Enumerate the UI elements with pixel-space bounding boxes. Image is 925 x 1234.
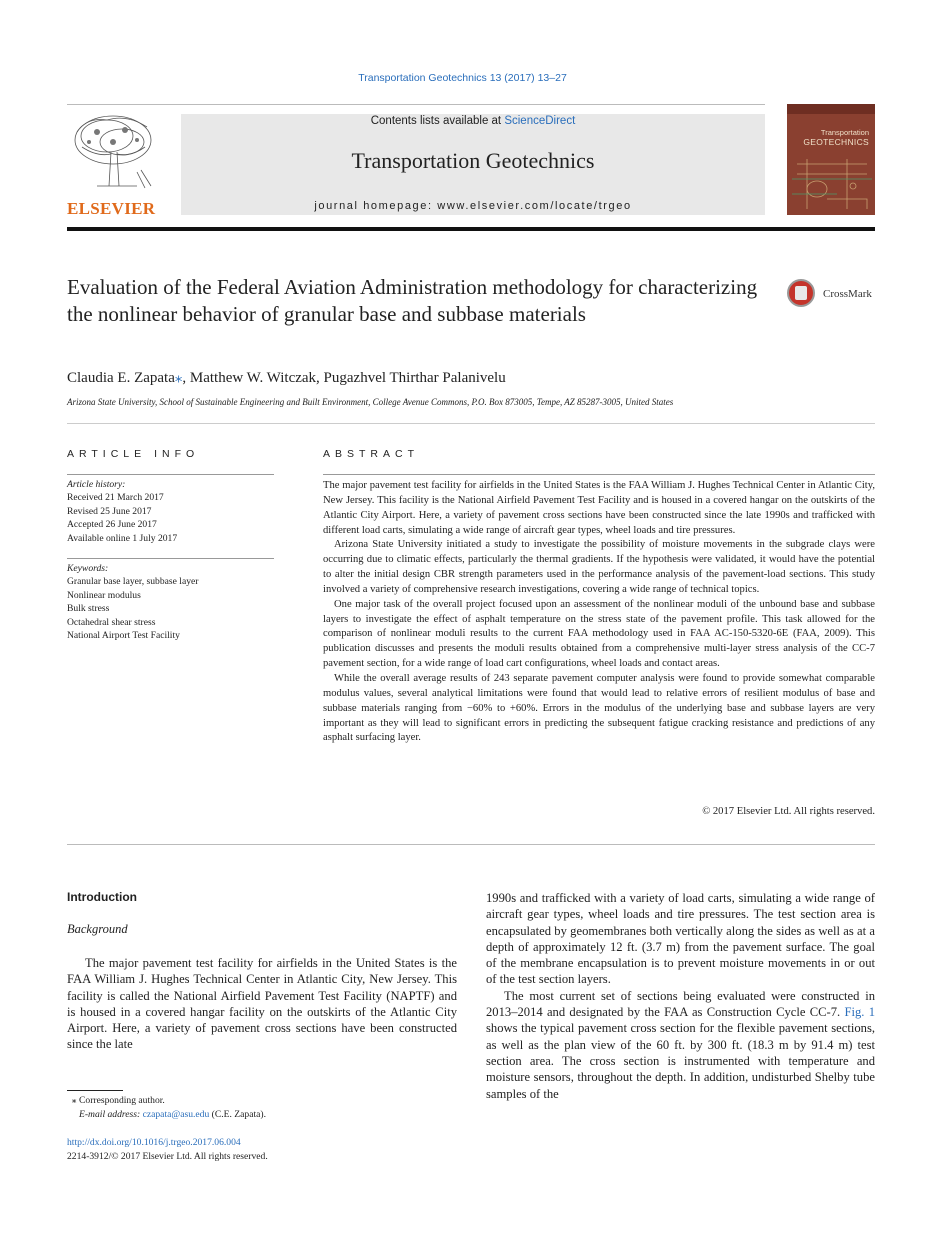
body-paragraph: The major pavement test facility for airfields in the United States is the FAA William J. Hughes Technical Center in Atlantic City, New Jersey. This facility is called the National Airfield Pavement Test Facility (NAPTF) and is housed in a covered hangar facility on the outskirts of the Atlantic City Airport. Here, a variety of pavement cross sections have been constructed since the late xyxy=(67,956,457,1052)
email-link[interactable]: czapata@asu.edu xyxy=(142,1109,210,1120)
abstract-copyright: © 2017 Elsevier Ltd. All rights reserved. xyxy=(702,806,875,817)
journal-cover-image[interactable] xyxy=(787,104,875,215)
email-note xyxy=(67,1108,266,1122)
elsevier-logo[interactable] xyxy=(67,112,162,216)
keyword: Octahedral shear stress xyxy=(67,616,156,628)
crossmark-label: CrossMark xyxy=(823,288,872,300)
journal-homepage[interactable]: journal homepage: www.elsevier.com/locate/trgeo xyxy=(314,200,632,212)
header-divider xyxy=(67,104,765,105)
body-column-right xyxy=(486,890,875,1102)
doi-link[interactable]: http://dx.doi.org/10.1016/j.trgeo.2017.06.004 xyxy=(67,1137,241,1148)
history-item: Revised 25 June 2017 xyxy=(67,505,152,517)
sciencedirect-link[interactable]: ScienceDirect xyxy=(504,115,576,127)
keyword: National Airport Test Facility xyxy=(67,630,180,642)
body-paragraph xyxy=(486,988,875,1102)
abstract-paragraph: The major pavement test facility for airfields in the United States is the FAA William J. Hughes Technical Center in Atlantic City, New Jersey. This facility is the National Airfield Pavement Test Facility and is housed in a covered hangar on the outskirts of the Atlantic City Airport. Here, a variety of pavement cross sections have been constructed since the late 1990s and trafficked with different load carts, simulating a wide range of aircraft gear types, wheel loads and tire pressures. xyxy=(323,480,875,536)
section-divider xyxy=(67,423,875,424)
abstract-paragraph: Arizona State University initiated a study to investigate the possibility of moisture movements in the subgrade clays were occurring due to climatic effects, particularly the thermal gradients. If the hypothesis were validated, it would have the potential to alter the initial design CBR strength parameters used in the performance analysis of the pavement-load sections. This study involved a variety of comprehensive research investigations, covering a wide range of technical topics. xyxy=(323,539,875,595)
footnote-rule xyxy=(67,1090,123,1091)
body-paragraph: 1990s and trafficked with a variety of load carts, simulating a wide range of aircraft gear types, wheel loads and tire pressures. The test section area is encapsulated by geomembranes both vertically along the sides as well as at a depth of approximately 12 ft. (3.7 m) from the pavement surface. The goal of the membrane encapsulation is to prevent moisture movements in or out of the test section layers. xyxy=(486,891,875,987)
doi-block xyxy=(67,1136,268,1164)
info-divider xyxy=(67,474,274,475)
info-divider xyxy=(67,558,274,559)
subsection-heading: Background xyxy=(67,922,128,936)
journal-banner xyxy=(181,114,765,215)
email-label: E-mail address: xyxy=(79,1109,141,1120)
history-item: Received 21 March 2017 xyxy=(67,492,164,504)
history-label: Article history: xyxy=(67,479,126,490)
crossmark-button[interactable] xyxy=(787,279,877,311)
body-text: shows the typical pavement cross section for the flexible pavement sections, as well as the plan view of the 60 ft. by 300 ft. (18.3 m by 91.4 m) test section area. The cross section is instrumented with temperature and moisture sensors, throughout the depth. In addition, undisturbed Shelby tube samples of the xyxy=(486,1021,875,1101)
contents-line xyxy=(181,115,765,127)
cover-title xyxy=(803,128,869,147)
abstract-paragraph: While the overall average results of 243 separate pavement computer analysis were found to provide somewhat comparable modulus values, several analytical limitations were found that would lead to relative errors of resilient modulus of base and subbase materials ranging from −60% to +60%. Errors in the modulus of the underlying base and subbase layers are very important as they will lead to significant errors in predicting the subsequent fatigue cracking resistance and predictions of any asphalt surfacing layer. xyxy=(323,672,875,744)
cover-title-line2: GEOTECHNICS xyxy=(803,137,869,147)
footnote xyxy=(67,1094,266,1122)
footnote-mark: ⁎ xyxy=(71,1095,77,1106)
author-name[interactable]: Claudia E. Zapata xyxy=(67,370,175,386)
keyword: Nonlinear modulus xyxy=(67,589,141,601)
section-heading: Introduction xyxy=(67,890,137,904)
corresponding-label: Corresponding author. xyxy=(79,1095,165,1106)
history-item: Available online 1 July 2017 xyxy=(67,532,178,544)
header-thick-rule xyxy=(67,227,875,231)
history-item: Accepted 26 June 2017 xyxy=(67,519,157,531)
body-column-left xyxy=(67,955,457,1053)
author-list xyxy=(67,368,506,387)
contents-prefix: Contents lists available at xyxy=(370,115,505,127)
journal-title[interactable]: Transportation Geotechnics xyxy=(351,148,595,173)
cover-art-icon xyxy=(787,104,875,215)
keyword: Bulk stress xyxy=(67,603,110,615)
issn-line: 2214-3912/© 2017 Elsevier Ltd. All rights reserved. xyxy=(67,1151,268,1162)
article-info-heading: ARTICLE INFO xyxy=(67,448,200,460)
journal-reference-link[interactable]: Transportation Geotechnics 13 (2017) 13–27 xyxy=(358,72,567,84)
article-history xyxy=(67,478,274,545)
abstract-end-divider xyxy=(67,844,875,845)
tree-icon xyxy=(67,112,159,192)
article-title: Evaluation of the Federal Aviation Administration methodology for characterizing the nonlinear behavior of granular base and subbase materials xyxy=(67,275,758,326)
crossmark-icon xyxy=(787,279,815,307)
abstract-heading: ABSTRACT xyxy=(323,448,420,460)
abstract-divider xyxy=(323,474,875,475)
email-suffix: (C.E. Zapata). xyxy=(211,1109,266,1120)
cover-title-line1: Transportation xyxy=(820,128,869,137)
abstract-paragraph: One major task of the overall project focused upon an assessment of the nonlinear moduli of the unbound base and subbase layers to investigate the effect of asphalt temperature on the stress state of the pavement profile. This task allowed for the comparison of nonlinear moduli results to the current FAA methodology used in FAA AC-150-5320-6E (FAA, 2009). This publication discusses and presents the moduli results obtained from a comprehensive multi-layer stress analysis of the CC-7 pavement section, for a wide range of load cart configurations, wheel loads and contact areas. xyxy=(323,598,875,670)
keyword: Granular base layer, subbase layer xyxy=(67,576,199,588)
corresponding-note xyxy=(67,1094,266,1108)
keywords-list xyxy=(67,562,274,642)
publisher-wordmark: ELSEVIER xyxy=(67,199,156,218)
abstract-body xyxy=(323,479,875,746)
figure-link[interactable]: Fig. 1 xyxy=(844,1005,875,1020)
keywords-label: Keywords: xyxy=(67,563,109,574)
body-text: The most current set of sections being evaluated were constructed in 2013–2014 and designated by the FAA as Construction Cycle CC-7. xyxy=(486,988,875,1020)
other-authors: , Matthew W. Witczak, Pugazhvel Thirthar Palanivelu xyxy=(182,370,506,386)
corresponding-author-mark[interactable]: ⁎ xyxy=(174,370,183,386)
affiliation: Arizona State University, School of Sustainable Engineering and Built Environment, College Avenue Commons, P.O. Box 873005, Tempe, AZ 85287-3005, United States xyxy=(67,397,674,407)
